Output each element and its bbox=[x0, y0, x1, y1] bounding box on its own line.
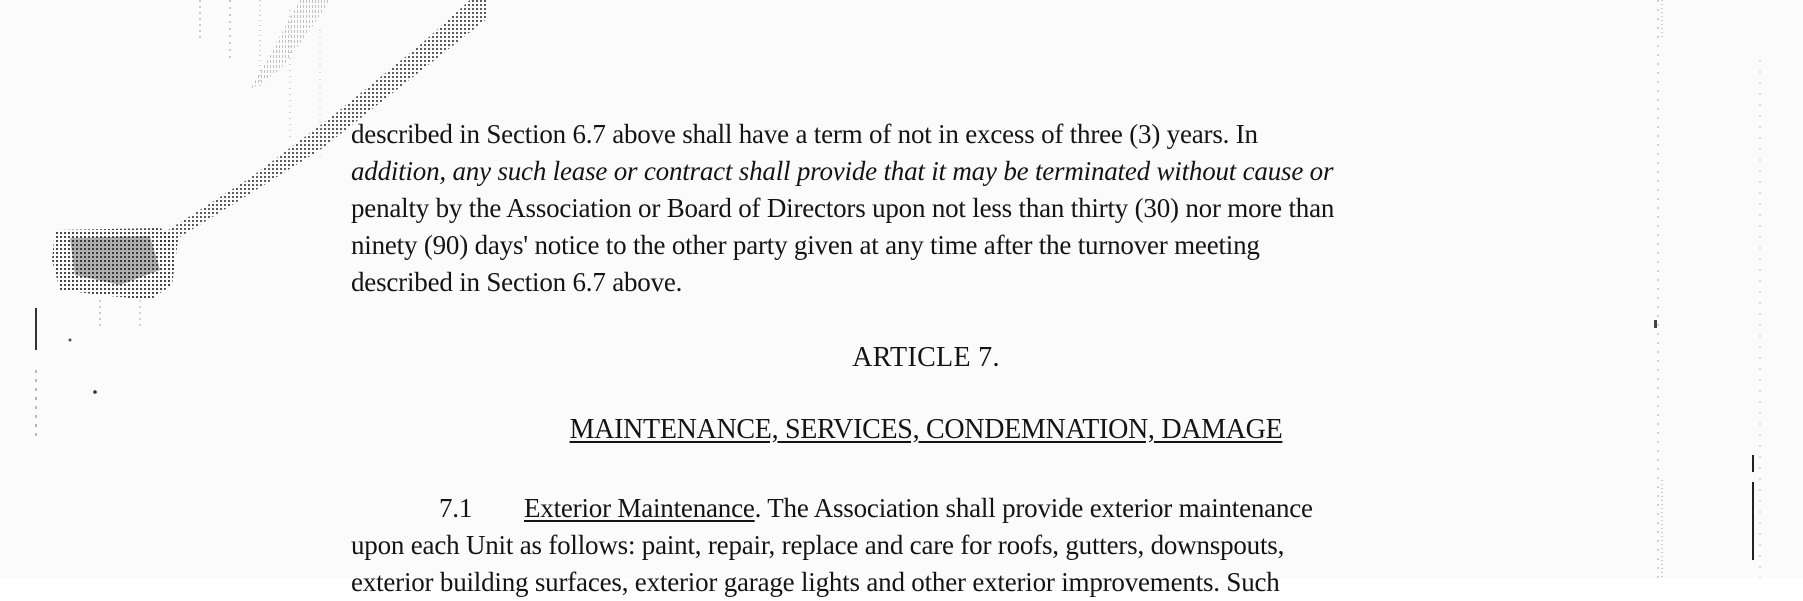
section-first-line bbox=[351, 490, 1501, 527]
article-heading: ARTICLE 7. bbox=[852, 342, 1000, 373]
section-second-line: upon each Unit as follows: paint, repair, replace and care for roofs, gutters, downspouts, bbox=[351, 530, 1285, 560]
paragraph-line: ninety (90) days' notice to the other party given at any time after the turnover meeting bbox=[351, 230, 1260, 260]
left-margin-marks bbox=[0, 330, 120, 578]
continued-paragraph bbox=[351, 116, 1501, 301]
paragraph-line: described in Section 6.7 above shall have a term of not in excess of three (3) years. In bbox=[351, 119, 1258, 149]
section-third-line-partial: exterior building surfaces, exterior garage lights and other exterior improvements. Such bbox=[351, 567, 1280, 597]
section-first-line-text: . The Association shall provide exterior maintenance bbox=[754, 493, 1313, 523]
section-number: 7.1 bbox=[439, 493, 473, 523]
paragraph-line: penalty by the Association or Board of Directors upon not less than thirty (30) nor more than bbox=[351, 193, 1335, 223]
paragraph-line: addition, any such lease or contract shall provide that it may be terminated without cause or bbox=[351, 156, 1334, 186]
section-7-1-paragraph bbox=[351, 490, 1501, 597]
section-title: Exterior Maintenance bbox=[524, 493, 755, 523]
paragraph-line: described in Section 6.7 above. bbox=[351, 267, 683, 297]
article-subheading: MAINTENANCE, SERVICES, CONDEMNATION, DAMAGE bbox=[569, 414, 1283, 445]
right-margin-marks bbox=[1640, 0, 1803, 578]
